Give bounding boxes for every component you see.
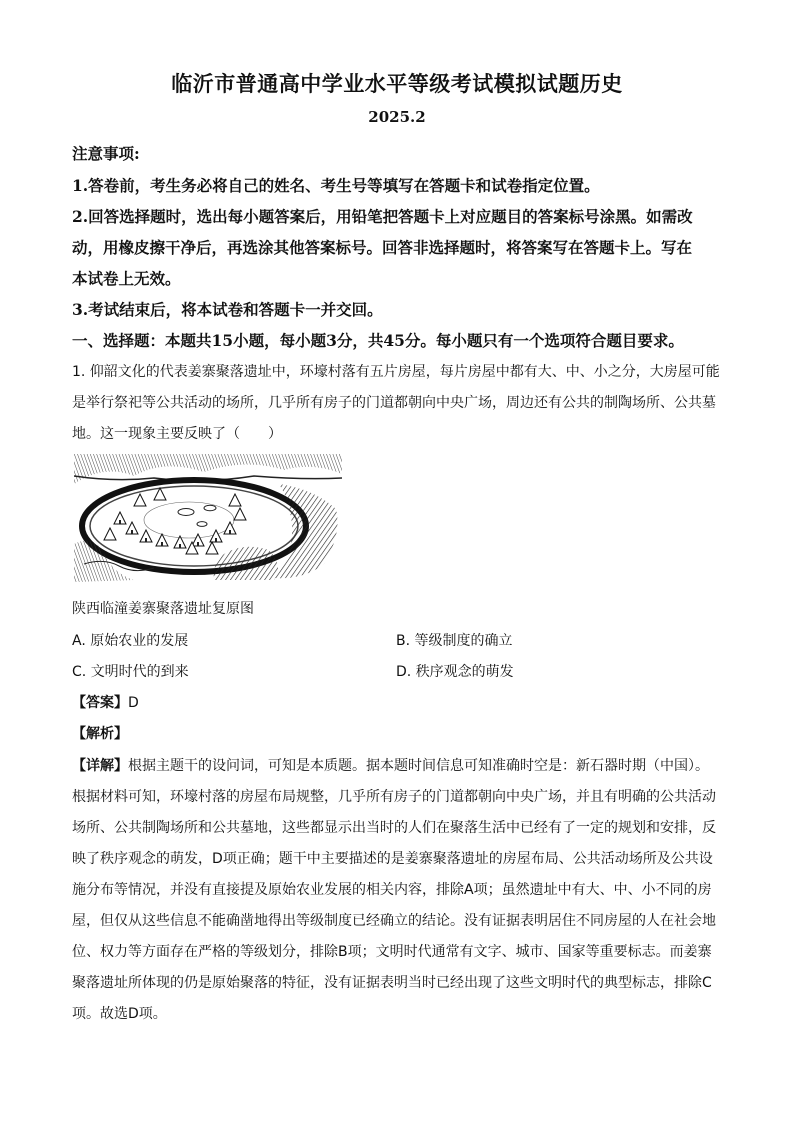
option-a[interactable] <box>72 630 188 650</box>
question-stem-line-1: 1. 仰韶文化的代表姜寨聚落遗址中，环壕村落有五片房屋，每片房屋中都有大、中、小之分，大房屋可能 <box>72 364 720 380</box>
option-d[interactable] <box>396 661 514 681</box>
detail-line-4: 映了秩序观念的萌发，D项正确；题干中主要描述的是姜寨聚落遗址的房屋布局、公共活动场所及公共设 <box>72 851 713 867</box>
option-b[interactable] <box>396 630 513 650</box>
note-line-4: 本试卷上无效。 <box>72 269 181 288</box>
note-line-5: 3.考试结束后，将本试卷和答题卡一并交回。 <box>72 300 383 319</box>
note-line-2: 2.回答选择题时，选出每小题答案后，用铅笔把答题卡上对应题目的答案标号涂黑。如需改 <box>72 207 693 226</box>
detail-text-1: 根据主题干的设问词，可知是本质题。据本题时间信息可知准确时空是：新石器时期（中国）。 <box>128 758 709 774</box>
analysis-label: 【解析】 <box>72 726 128 742</box>
section-heading: 一、选择题：本题共15小题，每小题3分，共45分。每小题只有一个选项符合题目要求。 <box>72 331 684 350</box>
detail-line-6: 屋，但仅从这些信息不能确凿地得出等级制度已经确立的结论。没有证据表明居住不同房屋的人在社会地 <box>72 913 716 929</box>
answer-line <box>72 692 139 712</box>
detail-line-9: 项。故选D项。 <box>72 1006 167 1022</box>
answer-value: D <box>128 695 139 711</box>
detail-line-2: 根据材料可知，环壕村落的房屋布局规整，几乎所有房子的门道都朝向中央广场，并且有明确的公共活动 <box>72 789 716 805</box>
option-b-text: 等级制度的确立 <box>414 633 513 649</box>
option-d-text: 秩序观念的萌发 <box>415 664 514 680</box>
option-a-letter: A. <box>72 633 86 649</box>
detail-line-1 <box>72 755 709 775</box>
detail-line-8: 聚落遗址所体现的仍是原始聚落的特征，没有证据表明当时已经出现了这些文明时代的典型标志，排除C <box>72 975 712 991</box>
figure-caption: 陕西临潼姜寨聚落遗址复原图 <box>72 601 254 617</box>
detail-line-3: 场所、公共制陶场所和公共墓地，这些都显示出当时的人们在聚落生活中已经有了一定的规划和安排，反 <box>72 820 716 836</box>
note-line-1: 1.答卷前，考生务必将自己的姓名、考生号等填写在答题卡和试卷指定位置。 <box>72 176 600 195</box>
detail-line-7: 位、权力等方面存在严格的等级划分，排除B项；文明时代通常有文字、城市、国家等重要标志。而姜寨 <box>72 944 712 960</box>
question-stem-line-2: 是举行祭祀等公共活动的场所，几乎所有房子的门道都朝向中央广场，周边还有公共的制陶场所、公共墓 <box>72 395 716 411</box>
option-a-text: 原始农业的发展 <box>90 633 189 649</box>
exam-title: 临沂市普通高中学业水平等级考试模拟试题历史 <box>171 71 623 96</box>
option-c-letter: C. <box>72 664 87 680</box>
detail-label: 【详解】 <box>72 758 128 774</box>
notes-heading: 注意事项: <box>72 144 140 163</box>
option-c-text: 文明时代的到来 <box>90 664 189 680</box>
option-c[interactable] <box>72 661 189 681</box>
note-line-3: 动，用橡皮擦干净后，再选涂其他答案标号。回答非选择题时，将答案写在答题卡上。写在 <box>72 238 693 257</box>
option-d-letter: D. <box>396 664 412 680</box>
option-b-letter: B. <box>396 633 411 649</box>
settlement-illustration <box>74 454 342 582</box>
exam-date: 2025.2 <box>368 108 426 126</box>
detail-line-5: 施分布等情况，并没有直接提及原始农业发展的相关内容，排除A项；虽然遗址中有大、中、小不同的房 <box>72 882 712 898</box>
question-stem-line-3: 地。这一现象主要反映了（ ） <box>72 426 282 442</box>
answer-label: 【答案】 <box>72 695 128 711</box>
